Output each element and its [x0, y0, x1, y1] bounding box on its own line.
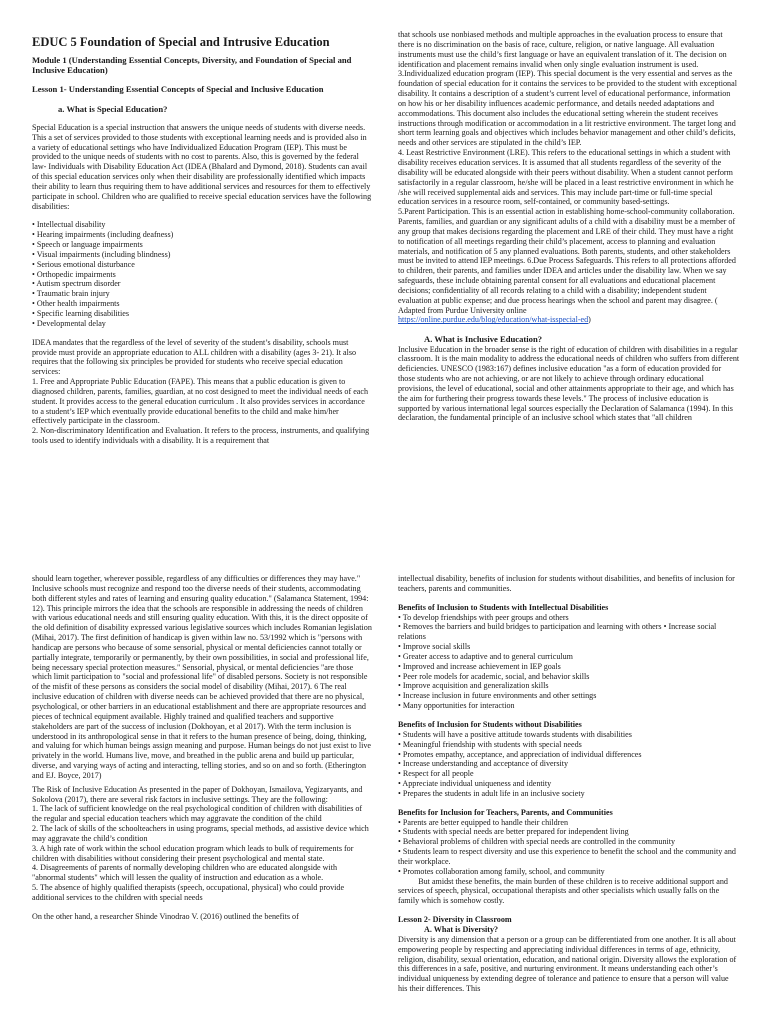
module-heading: Module 1 (Understanding Essential Concepts, Diversity, and Foundation of Special and Inclusive Education)	[32, 55, 352, 76]
disability-list-item: • Intellectual disability	[32, 220, 106, 230]
disability-list-item: • Visual impairments (including blindness)	[32, 249, 171, 259]
benefit-list-item: • Students learn to respect diversity and use this experience to benefit the school and the community and their workplace.	[398, 847, 736, 866]
disability-list-item: • Autism spectrum disorder	[32, 279, 121, 289]
lesson-heading: Lesson 1- Understanding Essential Concepts of Special and Inclusive Education	[32, 84, 324, 95]
benefit-list-item: • Greater access to adaptive and to general curriculum	[398, 651, 573, 661]
inclusive-ed-paragraph: Inclusive Education in the broader sense is the right of education of children with disabilities in a regular classroom. It is the main modality to address the educational needs of children who suffers from different deficiencies. UNESCO (1983:167) defines inclusive education "as a form of education provided for those students who are not achieving, or are not likely to achieve through ordinary educational provisions, the level of educational, social and other attainments appropriate to their age, and which has the aim for furthering their progress towards these levels." The process of inclusive education is supported by various international legal sources especially the Declaration of Salamanca (1994). In this declaration, the fundamental principle of an inclusive school which states that "all children	[398, 344, 740, 423]
disability-list-item: • Serious emotional disturbance	[32, 259, 135, 269]
benefit-list-item: • Promotes empathy, acceptance, and appreciation of individual differences	[398, 749, 642, 759]
disability-list-item: • Other health impairments	[32, 299, 120, 309]
page-gap	[0, 540, 768, 560]
benefit-list-item: • Respect for all people	[398, 769, 474, 779]
document-page-2	[0, 560, 768, 1024]
benefits-heading-without-disabilities: Benefits of Inclusion for Students without Disabilities	[398, 719, 582, 729]
benefit-list-item: • Students will have a positive attitude towards students with disabilities	[398, 729, 632, 739]
risk-intro: The Risk of Inclusive Education As presented in the paper of Dokhoyan, Ismailova, Yegizaryants, and Sokolova (2017), there are several risk factors in inclusive settings. They are the following:	[32, 784, 363, 804]
idea-paragraph: IDEA mandates that the regardless of the level of severity of the student’s disability, schools must provide must provide an appropriate education to ALL children with a disability (ages 3- 21). It also requires that the following six principles be provided for students who receive special education services:	[32, 337, 357, 377]
risk-list	[32, 804, 372, 902]
benefit-list-item: • Improve acquisition and generalization skills	[398, 681, 549, 691]
risk-list-item: 1. The lack of sufficient knowledge on the real psychological condition of children with disabilities of the regular and special education teachers which may aggravate the condition of the child	[32, 804, 363, 824]
benefit-list-item: • Promotes collaboration among family, school, and community	[398, 866, 605, 876]
principle-iep: 3.Individualized education program (IEP). This special document is the very essential and serves as the foundation of special education for it contains the services to be provided to the student with exceptional disability. It contains a description of a student’s current level of educational performance, information on how his or her disability influences academic performance, and details needed adaptations and accommodations. This document also includes the educational setting wherein the student receives instructions through modification or accommodation in a lit restrictive environment. The target long and short term learning goals and objectives which includes behavior management and other child’s deficits, needs and other services are stipulated in the child’s IEP.	[398, 69, 737, 148]
principle-fape: 1. Free and Appropriate Public Education (FAPE). This means that a public education is given to diagnosed children, parents, families, guardian, at no cost designed to meet the individual needs of each student. It provides access to the general education curriculum . It also provides services in accordance to a student’s IEP which eventually provide educational benefits to the child and make him/her effectively participate in the classroom.	[32, 377, 369, 426]
benefit-list-item: • Students with special needs are better prepared for independent living	[398, 827, 629, 837]
benefit-list-item: • Increase understanding and acceptance of diversity	[398, 759, 569, 769]
disability-list-item: • Hearing impairments (including deafness)	[32, 230, 174, 240]
principle-parent-participation	[398, 207, 740, 325]
section-heading-diversity: A. What is Diversity?	[424, 925, 499, 934]
burden-paragraph: But amidst these benefits, the main burden of these children is to receive additional support and services of speech, physical, occupational therapists and other specialists which usually falls on the family which is somehow costly.	[398, 876, 730, 906]
link-close-paren: )	[588, 315, 591, 325]
benefits-list-without-disabilities	[398, 730, 740, 799]
benefits-list-intellectual	[398, 613, 740, 711]
risk-list-item: 5. The absence of highly qualified therapists (speech, occupational, physical) who could provide additional services to the children with special needs	[32, 883, 345, 902]
disability-list-item: • Developmental delay	[32, 318, 106, 328]
benefits-heading-teachers: Benefits for Inclusion for Teachers, Parents, and Communities	[398, 807, 613, 817]
risk-list-item: 4. Disagreements of parents of normally developing children who are educated alongside with "abnormal students" which will lessen the quality of instruction and education as a whole.	[32, 863, 337, 883]
benefit-list-item: • Prepares the students in adult life in an inclusive society	[398, 788, 585, 798]
disability-list-item: • Traumatic brain injury	[32, 289, 110, 299]
benefits-heading-intellectual: Benefits of Inclusion to Students with Intellectual Disabilities	[398, 602, 609, 612]
disability-list-item: • Specific learning disabilities	[32, 309, 130, 318]
disability-list-item: • Speech or language impairments	[32, 240, 143, 250]
page2-right-column	[398, 574, 740, 994]
benefit-list-item: • Improve social skills	[398, 642, 471, 652]
benefit-list-item: • Behavioral problems of children with special needs are controlled in the community	[398, 837, 676, 847]
evaluation-continuation: that schools use nonbiased methods and multiple approaches in the evaluation process to ensure that there is no discrimination on the basis of race, culture, religion, or native language. All evaluation instruments must use the child’s first language or have an equivalent translation of it. The decision on identification and placement remains invalid when only single evaluation instrument is used.	[398, 30, 727, 69]
section-heading-special-ed: a. What is Special Education?	[58, 103, 168, 114]
benefit-list-item: • Peer role models for academic, social, and behavior skills	[398, 671, 590, 681]
benefit-list-item: • To develop friendships with peer groups and others	[398, 612, 569, 622]
parent-participation-text: 5.Parent Participation. This is an essential action in establishing home-school-community collaboration. Parents, families, and guardian or any significant adults of a child with a disability must be a member of any group that makes decisions regarding the placement and LRE of their child. They must have a right to notification of all meetings regarding their child’s placement, access to planning and evaluation materials, and notification of 5 any planned evaluations. Both parents, students, and other stakeholders must be invited to attend IEP meetings. 6.Due Process Safeguards. This refers to all protections afforded to children, their parents, and families under IDEA and articles under the disability law. When we say safeguards, these include obtaining parental consent for all evaluations and educational placement decisions; confidentiality of all records relating to a child with a disability; independent student evaluation at public expense; and due process hearings when the school and parent may disagree. ( Adapted from Purdue University online	[398, 207, 736, 315]
page1-left-column	[32, 35, 372, 446]
section-heading-inclusive-ed: A. What is Inclusive Education?	[424, 334, 543, 345]
benefit-list-item: • Meaningful friendship with students with special needs	[398, 739, 582, 749]
disability-list-item: • Orthopedic impairments	[32, 269, 116, 279]
document-title: EDUC 5 Foundation of Special and Intrusive Education	[32, 35, 330, 49]
diversity-paragraph: Diversity is any dimension that a person or a group can be differentiated from one another. It is all about empowering people by respecting and appreciating individual differences in terms of age, ethnicity, religion, disability, sexual orientation, education, and national origin. Diversity allows the exploration of this differences in a safe, positive, and nurturing environment. It means understanding each other’s individual uniqueness by extending degree of tolerance and patience to ensure that a person will value his their differences. This	[398, 934, 737, 994]
principle-lre: 4. Least Restrictive Environment (LRE). This refers to the educational settings in which a student with disability receives education services. It is assumed that all students regardless of the severity of the disability will be educated alongside with their peers without disability. When a student cannot perform satisfactorily in a regular classroom, he/she will be placed in a least restrictive environment in which he /she will received supplemental aids and services. This may include part-time or full-time special education services in a resource room, self-contained, or community based-settings.	[398, 148, 734, 207]
benefit-list-item: • Parents are better equipped to handle their children	[398, 817, 569, 827]
benefit-list-item: • Many opportunities for interaction	[398, 701, 515, 711]
disabilities-list	[32, 220, 372, 328]
principle-nondiscriminatory: 2. Non-discriminatory Identification and Evaluation. It refers to the process, instruments, and qualifying tools used to identify individuals with a disability. It is a requirement that	[32, 426, 370, 446]
benefit-list-item: • Increase inclusion in future environments and other settings	[398, 691, 597, 701]
benefit-list-item: • Appreciate individual uniqueness and identity	[398, 779, 552, 789]
benefits-lead-in: On the other hand, a researcher Shinde Vinodrao V. (2016) outlined the benefits of	[32, 911, 299, 921]
inclusion-continuation: should learn together, wherever possible, regardless of any difficulties or differences they may have." Inclusive schools must recognize and respond too the diverse needs of their students, accommodating both different styles and rates of learning and ensuring quality education." (Salamanca Statement, 1994: 12). This principle mirrors the idea that the schools are responsible in addressing the needs of children with various educational needs and still ensuring quality education. With this, it is the direct opposite of the old definition of disability expressed various legislative sources which includes Romanian legislation (Mihai, 2017). The first definition of handicap is given within law no. 53/1992 which is "persons with handicap are persons who because of some sensorial, physical or mental deficiencies cannot totally or partially integrate, temporarily or permanently, by their own possibilities, in social and professional life, being necessary special protection measures." Sensorial, physical, or mental deficiencies "are those which limit participation to "social and professional life" of disabled persons. Society is not responsible of the misfit of these persons as considers the social model of disability (Mihai, 2017). 6 The real inclusive education of children with diverse needs can be achieved provided that there are no physical, psychological, or other barriers in an educational establishment and there are appropriate resources and pieces of technical equipment available. Highly trained and qualified teachers and supportive stakeholders are part of the success of inclusion (Dokhoyan, et al 2017). With the term inclusion is understood in its anthropological sense in that it refers to the human presence of being, doing, thinking, and valuing for which human beings assign meaning and purpose. Human beings do not just exist to live privately in the world. Humans live, move, and breathed in the public arena and build up particular, diverse, and varying ways of acting and interacting, telling stories, and so on and so forth. (Etherington and EJ. Boyce, 2017)	[32, 574, 372, 780]
page2-left-column	[32, 574, 372, 922]
risk-list-item: 2. The lack of skills of the schoolteachers in using programs, special methods, ad assistive device which may aggravate the child’s condition	[32, 824, 369, 843]
page1-right-column	[398, 30, 740, 423]
benefit-list-item: • Improved and increase achievement in IEP goals	[398, 661, 561, 671]
lesson-2-heading: Lesson 2- Diversity in Classroom	[398, 915, 512, 925]
special-ed-intro: Special Education is a special instruction that answers the unique needs of students with diverse needs. This a set of services provided to those students with exceptional learning needs and is provided also in a variety of educational settings who have Individualized Education Program (IEP). This must be provided to the unique needs of students with no cost to parents. Also, this is governed by the federal law- Individuals with Disability Education Act (IDEA (Bhalard and Dymond, 2018). Students can avail of this special education services only when their disability are professionally identified which impacts their ability to learn thus requiring them to have additional services and resources for them to effectively participate in school. Children who are qualified to receive special education services have the following disabilities:	[32, 122, 372, 211]
benefit-list-item: • Removes the barriers and build bridges to participation and learning with others • Increase social relations	[398, 622, 717, 642]
risk-list-item: 3. A high rate of work within the school education program which leads to bulk of requirements for children with disabilities without considering their present psychological and mental state.	[32, 843, 354, 863]
benefits-continuation: intellectual disability, benefits of inclusion for students without disabilities, and benefits of inclusion for teachers, parents and communities.	[398, 574, 735, 593]
purdue-link[interactable]: https://online.purdue.edu/blog/education/what-isspecial-ed	[398, 315, 589, 325]
benefits-list-teachers	[398, 818, 740, 877]
